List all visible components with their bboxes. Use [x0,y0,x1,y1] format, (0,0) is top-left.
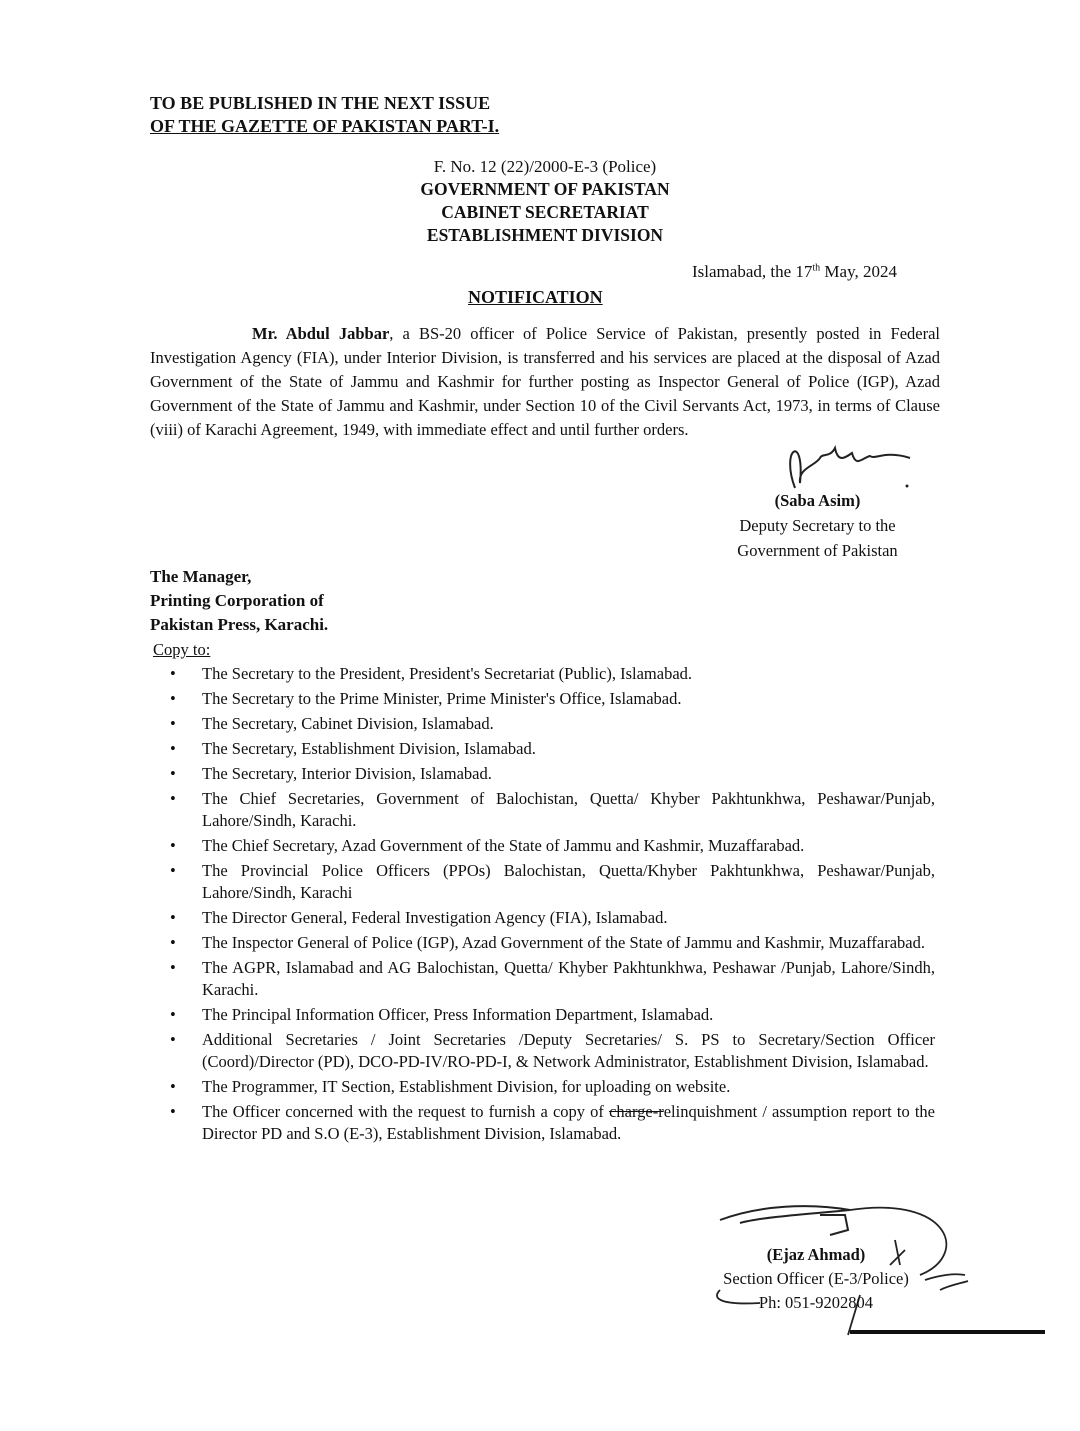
secretariat-name: CABINET SECRETARIAT [441,202,649,222]
signatory-1-title: Deputy Secretary to the [739,516,896,535]
copy-to-item: • The Secretary, Establishment Division, Islamabad. [170,739,536,758]
bullet-icon: • [170,1005,176,1024]
copy-to-item: • The Principal Information Officer, Press Information Department, Islamabad. [170,1005,714,1024]
copy-to-item: • The Provincial Police Officers (PPOs) Balochistan, Quetta/Khyber Pakhtunkhwa, Peshawar/Punjab, Lahore/Sindh, Karachi [170,861,935,902]
letterhead [330,155,760,247]
addressee-line-1: The Manager, [150,567,252,586]
struck-text: charge-r [609,1102,664,1121]
bullet-icon: • [170,908,176,927]
bullet-icon: • [170,836,176,855]
bullet-icon: • [170,764,176,783]
bullet-icon: • [170,1030,176,1049]
copy-to-label: Copy to: [153,640,211,659]
signatory-2-phone: Ph: 051-9202804 [758,1293,874,1312]
copy-to-item: • The AGPR, Islamabad and AG Balochistan, Quetta/ Khyber Pakhtunkhwa, Peshawar /Punjab, Lahore/Sindh, Karachi. [170,958,935,999]
bullet-icon: • [170,664,176,683]
copy-to-item: • The Programmer, IT Section, Establishment Division, for uploading on website. [170,1077,731,1096]
bullet-icon: • [170,739,176,758]
bullet-icon: • [170,1077,176,1096]
body-text: , a BS-20 officer of Police Service of Pakistan, presently posted in Federal Investigation Agency (FIA), under Interior Division, is transferred and his services are placed at the disposal of Azad Government of the State of Jammu and Kashmir for further posting as Inspector General of Police (IGP), Azad Government of the State of Jammu and Kashmir, under Section 10 of the Civil Servants Act, 1973, in terms of Clause (viii) of Karachi Agreement, 1949, with immediate effect and until further orders. [150,324,940,439]
signatory-2 [696,1243,936,1315]
gazette-line-1: TO BE PUBLISHED IN THE NEXT ISSUE [150,93,491,113]
officer-name: Mr. Abdul Jabbar [252,324,390,343]
copy-to-item: • The Director General, Federal Investigation Agency (FIA), Islamabad. [170,908,668,927]
signatory-1 [690,488,945,563]
copy-to-item: • The Chief Secretaries, Government of Balochistan, Quetta/ Khyber Pakhtunkhwa, Peshawar/Punjab, Lahore/Sindh, Karachi. [170,789,935,830]
signatory-1-name: (Saba Asim) [774,491,861,510]
bullet-icon: • [170,933,176,952]
copy-to-item: • The Inspector General of Police (IGP), Azad Government of the State of Jammu and Kashmir, Muzaffarabad. [170,933,925,952]
bullet-icon: • [170,789,176,808]
addressee [150,565,328,637]
signatory-2-title: Section Officer (E-3/Police) [723,1269,909,1288]
bullet-icon: • [170,714,176,733]
issue-date: Islamabad, the 17th May, 2024 [692,262,897,281]
bullet-icon: • [170,958,176,977]
addressee-line-2: Printing Corporation of [150,591,324,610]
bullet-icon: • [170,861,176,880]
bullet-icon: • [170,1102,176,1121]
gazette-heading [150,92,499,138]
copy-to-item: • The Chief Secretary, Azad Government of the State of Jammu and Kashmir, Muzaffarabad. [170,836,805,855]
copy-to-item: • The Secretary to the President, President's Secretariat (Public), Islamabad. [170,664,693,683]
bottom-rule [850,1330,1045,1334]
copy-to-item-last: • The Officer concerned with the request to furnish a copy of charge-relinquishment / assumption report to the Director PD and S.O (E-3), Establishment Division, Islamabad. [170,1102,935,1143]
copy-to-item: • Additional Secretaries / Joint Secretaries /Deputy Secretaries/ S. PS to Secretary/Section Officer (Coord)/Director (PD), DCO-PD-IV/RO-PD-I, & Network Administrator, Establishment Division, Islamabad. [170,1030,935,1071]
bullet-icon: • [170,689,176,708]
signatory-2-name: (Ejaz Ahmad) [766,1245,866,1264]
notification-title: NOTIFICATION [468,287,603,307]
file-number: F. No. 12 (22)/2000-E-3 (Police) [433,157,657,176]
copy-to-list [170,663,935,1148]
copy-to-item: • The Secretary to the Prime Minister, Prime Minister's Office, Islamabad. [170,689,682,708]
notification-body [150,322,940,442]
gazette-line-2: OF THE GAZETTE OF PAKISTAN PART-I. [150,116,500,136]
copy-to-item: • The Secretary, Interior Division, Islamabad. [170,764,492,783]
division-name: ESTABLISHMENT DIVISION [426,225,664,245]
signatory-1-org: Government of Pakistan [737,541,898,560]
government-name: GOVERNMENT OF PAKISTAN [420,179,670,199]
addressee-line-3: Pakistan Press, Karachi. [150,615,329,634]
copy-to-item: • The Secretary, Cabinet Division, Islamabad. [170,714,494,733]
